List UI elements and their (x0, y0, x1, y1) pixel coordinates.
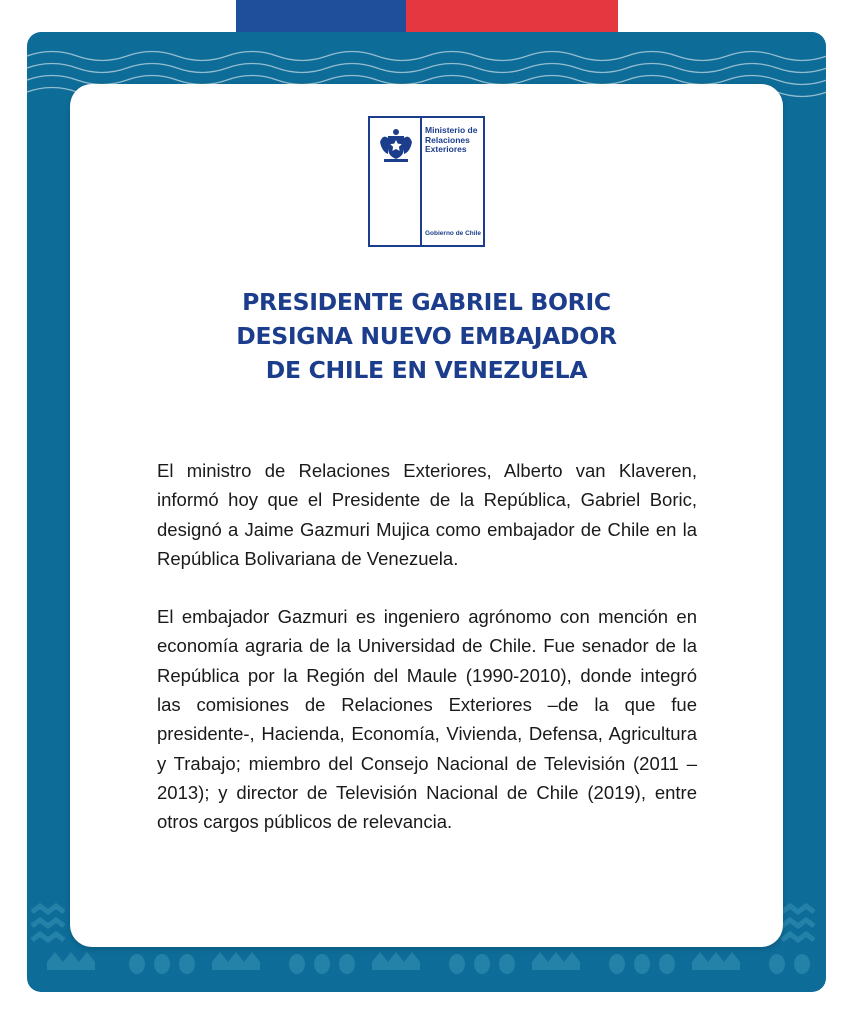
paragraph-2: El embajador Gazmuri es ingeniero agrónomo con mención en economía agraria de la Universidad de Chile. Fue senador de la República por la Región del Maule (1990-2010), donde integró las comisiones de Relaciones Exteriores –de la que fue presidente-, Hacienda, Economía, Vivienda, Defensa, Agricultura y Trabajo; miembro del Consejo Nacional de Televisión (2011 – 2013); y director de Televisión Nacional de Chile (2019), entre otros cargos públicos de relevancia. (157, 606, 697, 833)
headline-line-2: DESIGNA NUEVO EMBAJADOR (236, 322, 617, 350)
paragraph-1: El ministro de Relaciones Exteriores, Alberto van Klaveren, informó hoy que el Presidente de la República, Gabriel Boric, designó a Jaime Gazmuri Mujica como embajador de Chile en la República Bolivariana de Venezuela. (157, 460, 697, 569)
ministry-logo (368, 116, 485, 247)
content-card (70, 84, 783, 947)
flag-red-stripe (406, 0, 618, 32)
coat-of-arms-icon (378, 128, 414, 164)
article-body (157, 456, 697, 866)
government-label: Gobierno de Chile (425, 230, 481, 237)
logo-divider (420, 118, 422, 245)
flag-blue-stripe (236, 0, 406, 32)
headline (70, 285, 783, 387)
headline-line-1: PRESIDENTE GABRIEL BORIC (242, 288, 611, 316)
headline-line-3: DE CHILE EN VENEZUELA (265, 356, 588, 384)
ministry-name: Ministerio de Relaciones Exteriores (425, 125, 478, 154)
